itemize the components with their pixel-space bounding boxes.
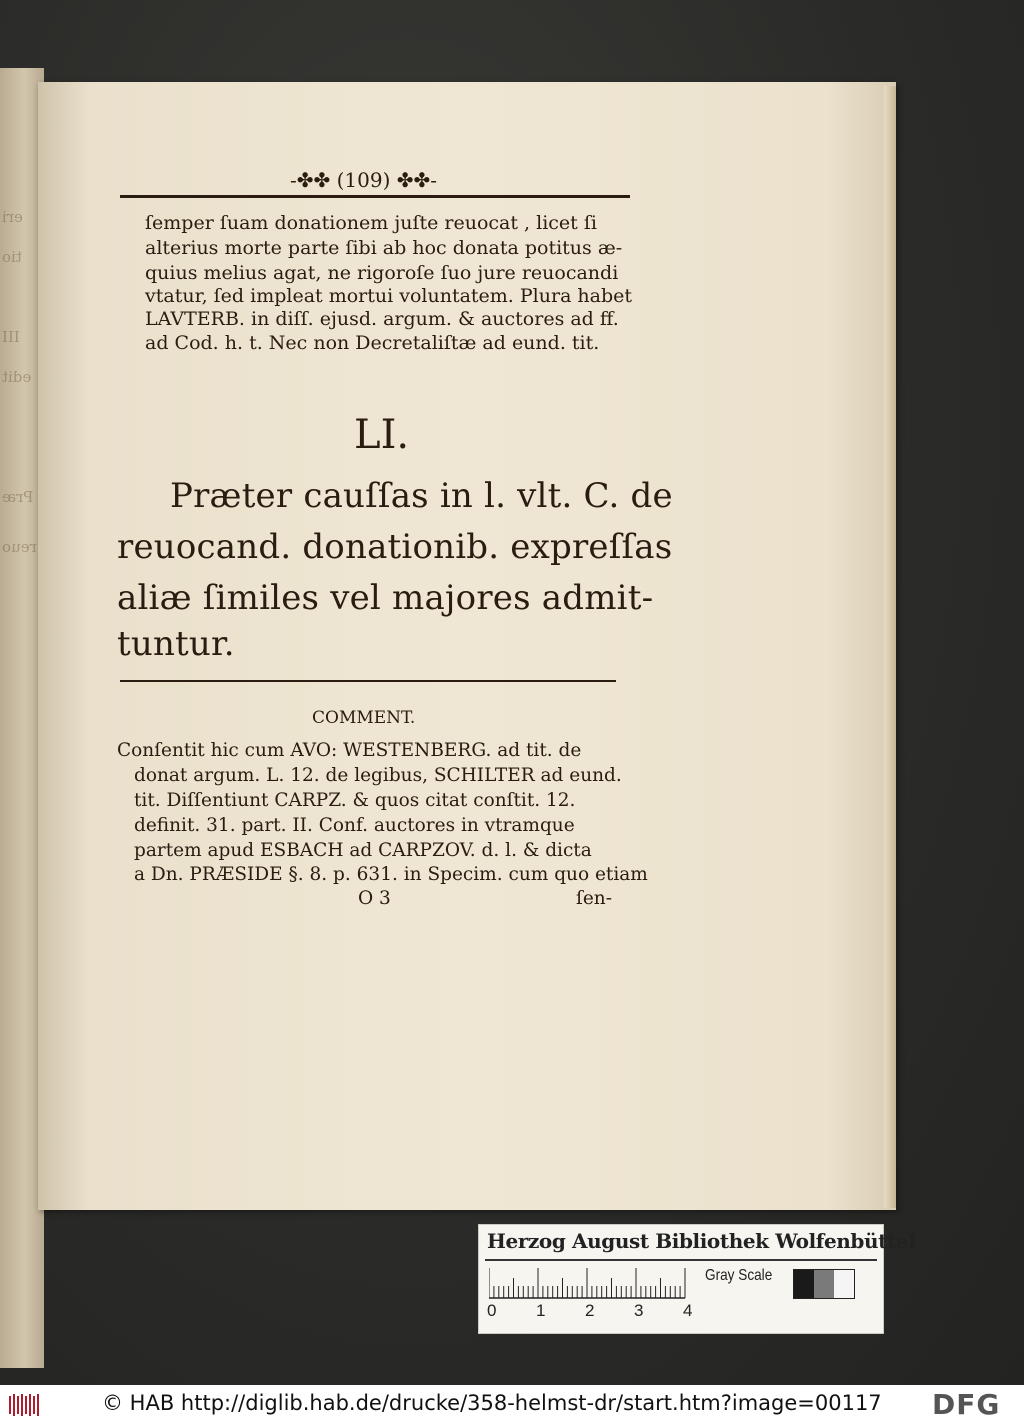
thesis-line-2: reuocand. donationib. expreſſas	[117, 527, 673, 567]
ruler-number-3: 3	[634, 1301, 644, 1320]
dfg-logo: DFG	[932, 1388, 1001, 1421]
ruler-number-1: 1	[536, 1301, 546, 1320]
gray-swatches	[793, 1269, 855, 1299]
comment-line-3: tit. Diſſentiunt CARPZ. & quos citat conſtit. 12.	[134, 790, 576, 811]
catchword: ſen-	[576, 888, 612, 909]
signature-mark: O 3	[358, 888, 391, 909]
comment-line-5: partem apud ESBACH ad CARPZOV. d. l. & dicta	[134, 840, 592, 861]
header-rule	[120, 195, 630, 198]
section-number: LI.	[354, 412, 410, 458]
comment-line-1: Conſentit hic cum AVO: WESTENBERG. ad tit. de	[117, 740, 582, 761]
ruler-number-2: 2	[585, 1301, 595, 1320]
hab-logo-icon	[8, 1393, 42, 1417]
facing-page-edge: eri tio III edit Præ reuo	[0, 68, 44, 1368]
ruler-number-0: 0	[487, 1301, 497, 1320]
carry-over-line-2: alterius morte parte ſibi ab hoc donata potitus æ-	[145, 237, 623, 259]
ruler-scale	[489, 1267, 689, 1299]
swatch-black	[794, 1270, 814, 1298]
swatch-gray	[814, 1270, 834, 1298]
comment-line-6: a Dn. PRÆSIDE §. 8. p. 631. in Specim. cum quo etiam	[134, 864, 648, 885]
thesis-line-3: aliæ ſimiles vel majores admit-	[117, 578, 654, 618]
swatch-white	[834, 1270, 854, 1298]
thesis-line-4: tuntur.	[117, 624, 235, 664]
gray-scale-label: Gray Scale	[705, 1267, 773, 1284]
color-scale-card	[478, 1224, 916, 1334]
comment-line-2: donat argum. L. 12. de legibus, SCHILTER ad eund.	[134, 765, 622, 786]
footer-bar	[0, 1385, 1024, 1425]
thesis-line-1: Præter cauſſas in l. vlt. C. de	[170, 476, 673, 516]
library-name: Herzog August Bibliothek Wolfenbüttel	[487, 1229, 916, 1253]
carry-over-line-6: ad Cod. h. t. Nec non Decretaliſtæ ad eund. tit.	[145, 332, 600, 354]
comment-heading: COMMENT.	[312, 708, 416, 728]
carry-over-line-3: quius melius agat, ne rigoroſe ſuo jure reuocandi	[145, 262, 619, 284]
footer-credit-link[interactable]: © HAB http://diglib.hab.de/drucke/358-helmst-dr/start.htm?image=00117	[102, 1391, 882, 1415]
section-rule	[120, 680, 616, 682]
page-header: -✤✤ (109) ✤✤-	[290, 168, 438, 192]
ruler-number-4: 4	[683, 1301, 693, 1320]
comment-line-4: definit. 31. part. II. Conf. auctores in vtramque	[134, 815, 575, 836]
card-divider	[485, 1259, 877, 1261]
carry-over-line-5: LAVTERB. in diſſ. ejusd. argum. & auctores ad ff.	[145, 308, 619, 330]
page-edge-shading	[884, 86, 896, 1208]
carry-over-line-1: ſemper ſuam donationem juſte reuocat , licet ſi	[145, 212, 597, 234]
carry-over-line-4: vtatur, ſed impleat mortui voluntatem. Plura habet	[145, 285, 633, 307]
